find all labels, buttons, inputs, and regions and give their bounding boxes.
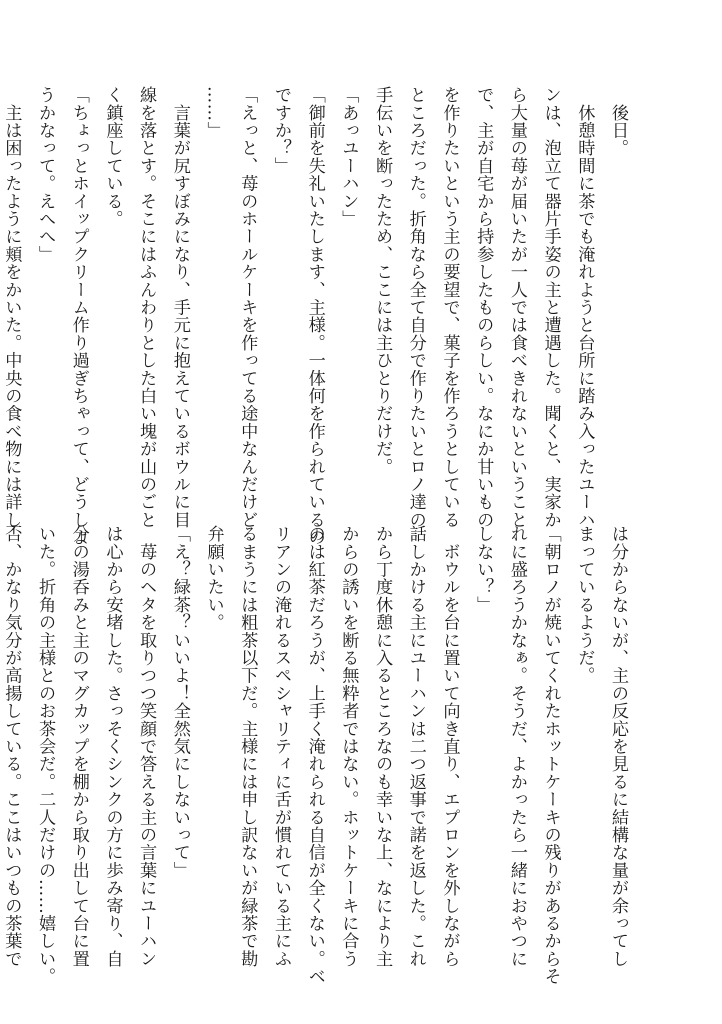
text-line: 「え？緑茶？いいよ！全然気にしないって」 bbox=[169, 525, 190, 879]
text-line: リアンの淹れるスペシャリティに舌が慣れている主にふ bbox=[270, 525, 291, 968]
text-line: 「朝ロノが焼いてくれたホットケーキの残りがあるからそ bbox=[540, 525, 561, 986]
text-line: ですか？」 bbox=[270, 86, 291, 175]
text-line: しない？」 bbox=[473, 525, 494, 614]
text-line: いた。折角の主様とのお茶会だ。二人だけの……嬉しい。 bbox=[35, 525, 56, 986]
text-line: から丁度休憩に入るところなのも幸いな上、なにより主 bbox=[372, 525, 393, 968]
text-line: のは紅茶だろうが、上手く淹れられる自信が全くない。ベ bbox=[304, 525, 325, 986]
text-line: 主は困ったように頬をかいた。中央の食べ物には詳し bbox=[1, 86, 22, 529]
text-line: 後日。 bbox=[608, 86, 628, 157]
text-line: 線を落とす。そこにはふんわりとした白い塊が山のごと bbox=[136, 86, 157, 529]
text-line: ところだった。折角なら全て自分で作りたいとロノ達の bbox=[405, 86, 426, 529]
text-line: 「ちょっとホイップクリーム作り過ぎちゃって、どうしよ bbox=[68, 86, 89, 547]
text-line: るまうには粗茶以下だ。主様には申し訳ないが緑茶で勘 bbox=[237, 525, 258, 968]
text-line: ……」 bbox=[203, 86, 224, 140]
text-line: 「あっユーハン」 bbox=[338, 86, 359, 228]
text-line: 休憩時間に茶でも淹れようと台所に踏み入ったユーハ bbox=[574, 86, 595, 529]
text-line: ンは、泡立て器片手姿の主と遭遇した。聞くと、実家か bbox=[540, 86, 561, 529]
text-line: は心から安堵した。さっそくシンクの方に歩み寄り、自 bbox=[102, 525, 123, 968]
text-line: く鎮座している。 bbox=[102, 86, 123, 228]
text-line: は分からないが、主の反応を見るに結構な量が余ってし bbox=[608, 525, 628, 968]
text-line: 「えっと、苺のホールケーキを作ってる途中なんだけど bbox=[237, 86, 258, 529]
top-text-block bbox=[1, 86, 634, 547]
text-line: 言葉が尻すぼみになり、手元に抱えているボウルに目 bbox=[169, 86, 190, 529]
text-line: 否、かなり気分が高揚している。ここはいつもの茶葉で bbox=[1, 525, 22, 968]
text-line: 手伝いを断ったため、ここには主ひとりだけだ。 bbox=[372, 86, 393, 476]
text-line: 弁願いたい。 bbox=[203, 525, 224, 632]
text-line: からの誘いを断る無粋者ではない。ホットケーキに合う bbox=[338, 525, 359, 968]
text-line: 「御前を失礼いたします、主様。一体何を作られているの bbox=[304, 86, 325, 547]
text-line: れに盛ろうかなぁ。そうだ、よかったら一緒におやつに bbox=[506, 525, 527, 968]
text-line: うかなって。えへへ」 bbox=[35, 86, 56, 263]
text-line: まっているようだ。 bbox=[574, 525, 595, 685]
text-line: で、主が自宅から持参したものらしい。なにか甘いもの bbox=[473, 86, 494, 529]
text-line: 話しかける主にユーハンは二つ返事で諾を返した。これ bbox=[405, 525, 426, 968]
text-line: 分の湯呑みと主のマグカップを棚から取り出して台に置 bbox=[68, 525, 89, 968]
text-line: ら大量の苺が届いたが一人では食べきれないということ bbox=[506, 86, 527, 529]
bottom-text-block bbox=[1, 525, 634, 986]
text-line: ボウルを台に置いて向き直り、エプロンを外しながら bbox=[439, 525, 460, 968]
text-line: を作りたいという主の要望で、菓子を作ろうとしている bbox=[439, 86, 460, 529]
text-line: 苺のヘタを取りつつ笑顔で答える主の言葉にユーハン bbox=[136, 525, 157, 968]
